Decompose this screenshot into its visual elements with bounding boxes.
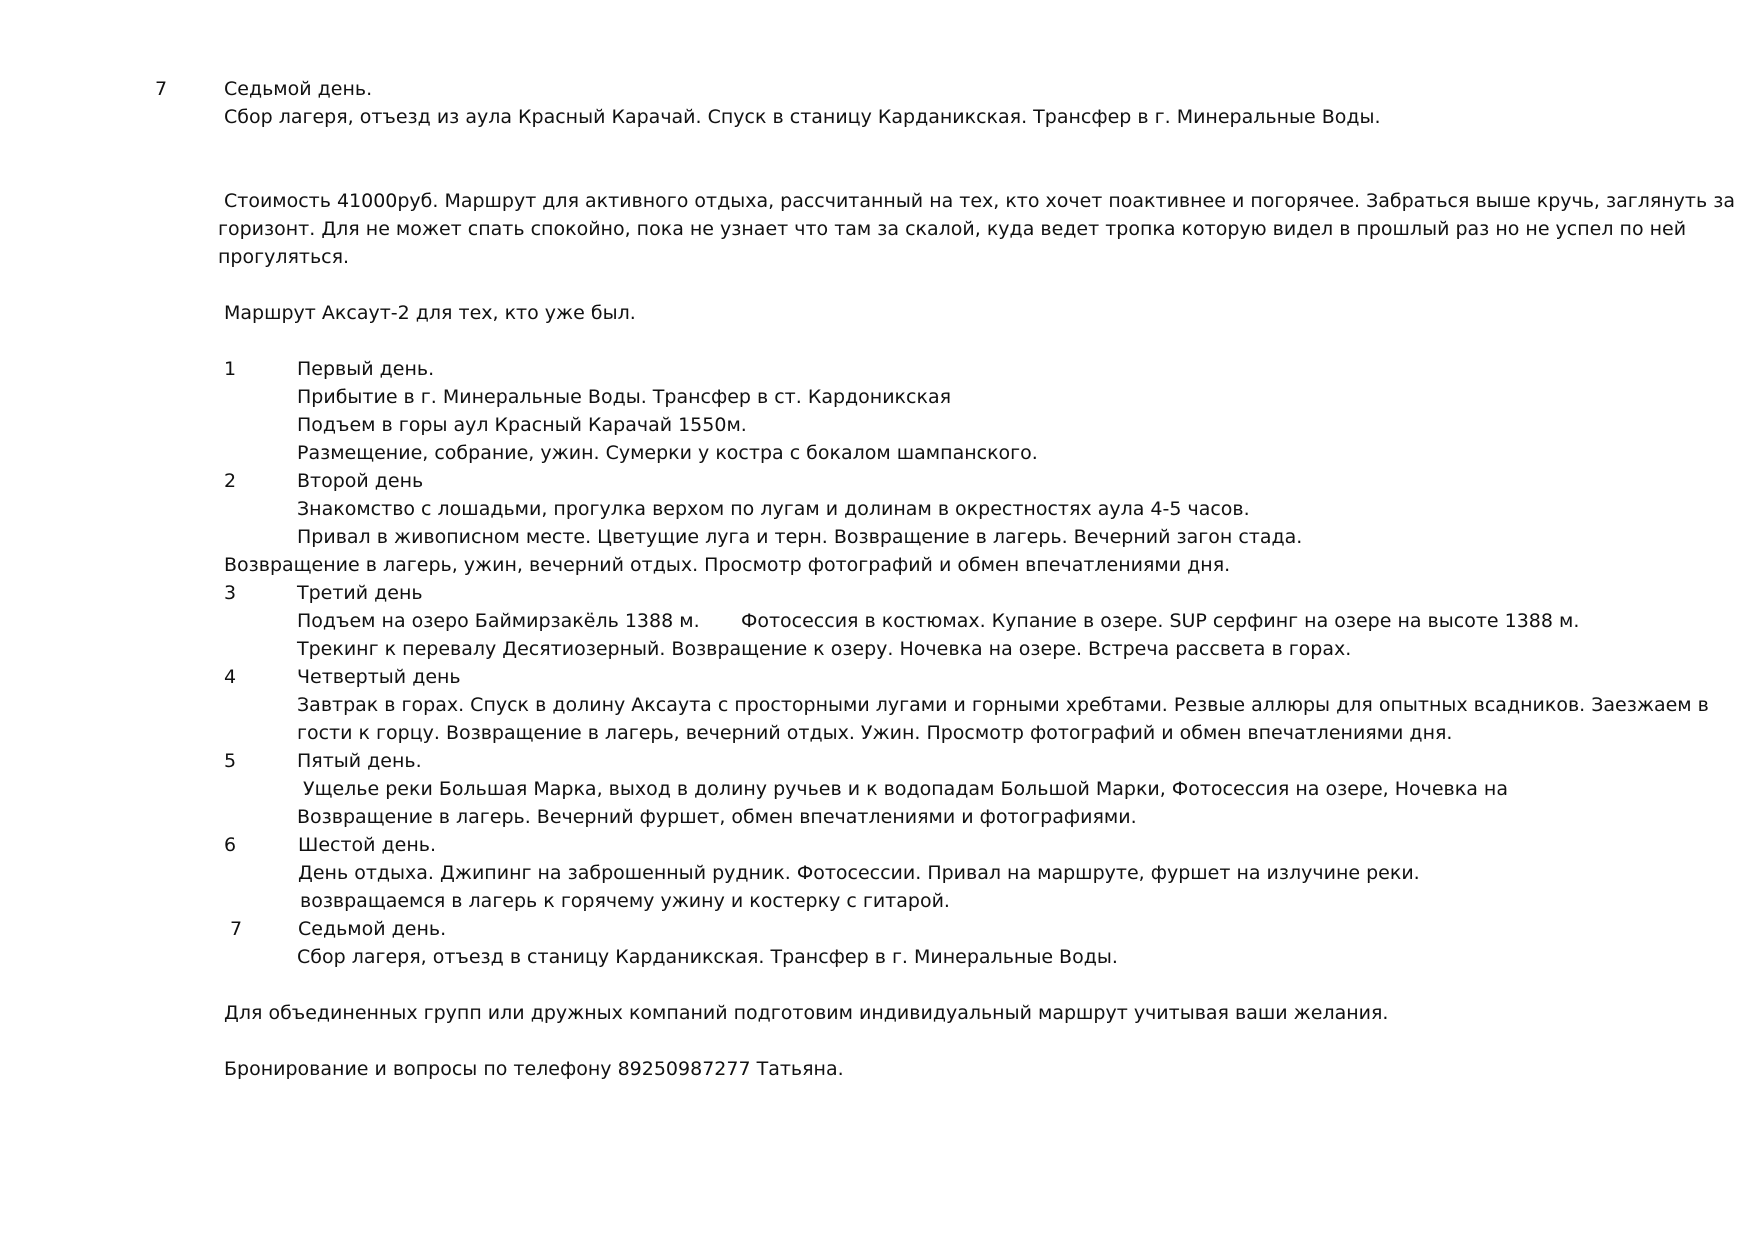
day-title: Седьмой день. (224, 78, 373, 100)
day-line: Фотосессия в костюмах. Купание в озере. SUP серфинг на озере на высоте 1388 м. (741, 610, 1580, 632)
day-line: Привал в живописном месте. Цветущие луга и терн. Возвращение в лагерь. Вечерний загон стада. (297, 526, 1303, 548)
day-description: Сбор лагеря, отъезд из аула Красный Карачай. Спуск в станицу Карданикская. Трансфер в г. Минеральные Воды. (224, 106, 1381, 128)
day-title: Первый день. (297, 358, 435, 380)
day-number: 4 (224, 666, 237, 688)
day-line: Подъем в горы аул Красный Карачай 1550м. (297, 414, 747, 436)
day-number: 7 (155, 78, 168, 100)
day-title: Седьмой день. (298, 918, 447, 940)
day-number: 5 (224, 750, 237, 772)
day-line: гости к горцу. Возвращение в лагерь, вечерний отдых. Ужин. Просмотр фотографий и обмен впечатлениями дня. (297, 722, 1453, 744)
groups-text: Для объединенных групп или дружных компаний подготовим индивидуальный маршрут учитывая ваши желания. (224, 1002, 1389, 1024)
day-line: Прибытие в г. Минеральные Воды. Трансфер в ст. Кардоникская (297, 386, 952, 408)
day-line: Размещение, собрание, ужин. Сумерки у костра с бокалом шампанского. (297, 442, 1038, 464)
day-line: Сбор лагеря, отъезд в станицу Карданикская. Трансфер в г. Минеральные Воды. (297, 946, 1118, 968)
day-title: Пятый день. (297, 750, 422, 772)
day-line: Трекинг к перевалу Десятиозерный. Возвращение к озеру. Ночевка на озере. Встреча рассвета в горах. (297, 638, 1352, 660)
day-line: Знакомство с лошадьми, прогулка верхом по лугам и долинам в окрестностях аула 4-5 часов. (297, 498, 1250, 520)
booking-text: Бронирование и вопросы по телефону 89250987277 Татьяна. (224, 1058, 844, 1080)
day-number: 1 (224, 358, 237, 380)
day-title: Третий день (297, 582, 423, 604)
day-number: 7 (230, 918, 243, 940)
day-title: Второй день (297, 470, 424, 492)
day-line: Завтрак в горах. Спуск в долину Аксаута с просторными лугами и горными хребтами. Резвые аллюры для опытных всадников. Заезжаем в (297, 694, 1709, 716)
price-line-3: прогуляться. (218, 246, 350, 268)
day-line: Возвращение в лагерь. Вечерний фуршет, обмен впечатлениями и фотографиями. (297, 806, 1137, 828)
day-title: Шестой день. (298, 834, 437, 856)
day-title: Четвертый день (297, 666, 461, 688)
day-line: возвращаемся в лагерь к горячему ужину и костерку с гитарой. (300, 890, 950, 912)
day-number: 3 (224, 582, 237, 604)
day-line: Возвращение в лагерь, ужин, вечерний отдых. Просмотр фотографий и обмен впечатлениями дня. (224, 554, 1231, 576)
route-title: Маршрут Аксаут-2 для тех, кто уже был. (224, 302, 636, 324)
price-line-1: Стоимость 41000руб. Маршрут для активного отдыха, рассчитанный на тех, кто хочет поактивнее и погорячее. Забраться выше кручь, заглянуть за (224, 190, 1735, 212)
price-line-2: горизонт. Для не может спать спокойно, пока не узнает что там за скалой, куда ведет тропка которую видел в прошлый раз но не успел по ней (218, 218, 1687, 240)
day-number: 6 (224, 834, 237, 856)
day-line: Ущелье реки Большая Марка, выход в долину ручьев и к водопадам Большой Марки, Фотосессия на озере, Ночевка на (303, 778, 1508, 800)
day-number: 2 (224, 470, 237, 492)
day-line: День отдыха. Джипинг на заброшенный рудник. Фотосессии. Привал на маршруте, фуршет на излучине реки. (298, 862, 1420, 884)
day-line: Подъем на озеро Баймирзакёль 1388 м. (297, 610, 700, 632)
